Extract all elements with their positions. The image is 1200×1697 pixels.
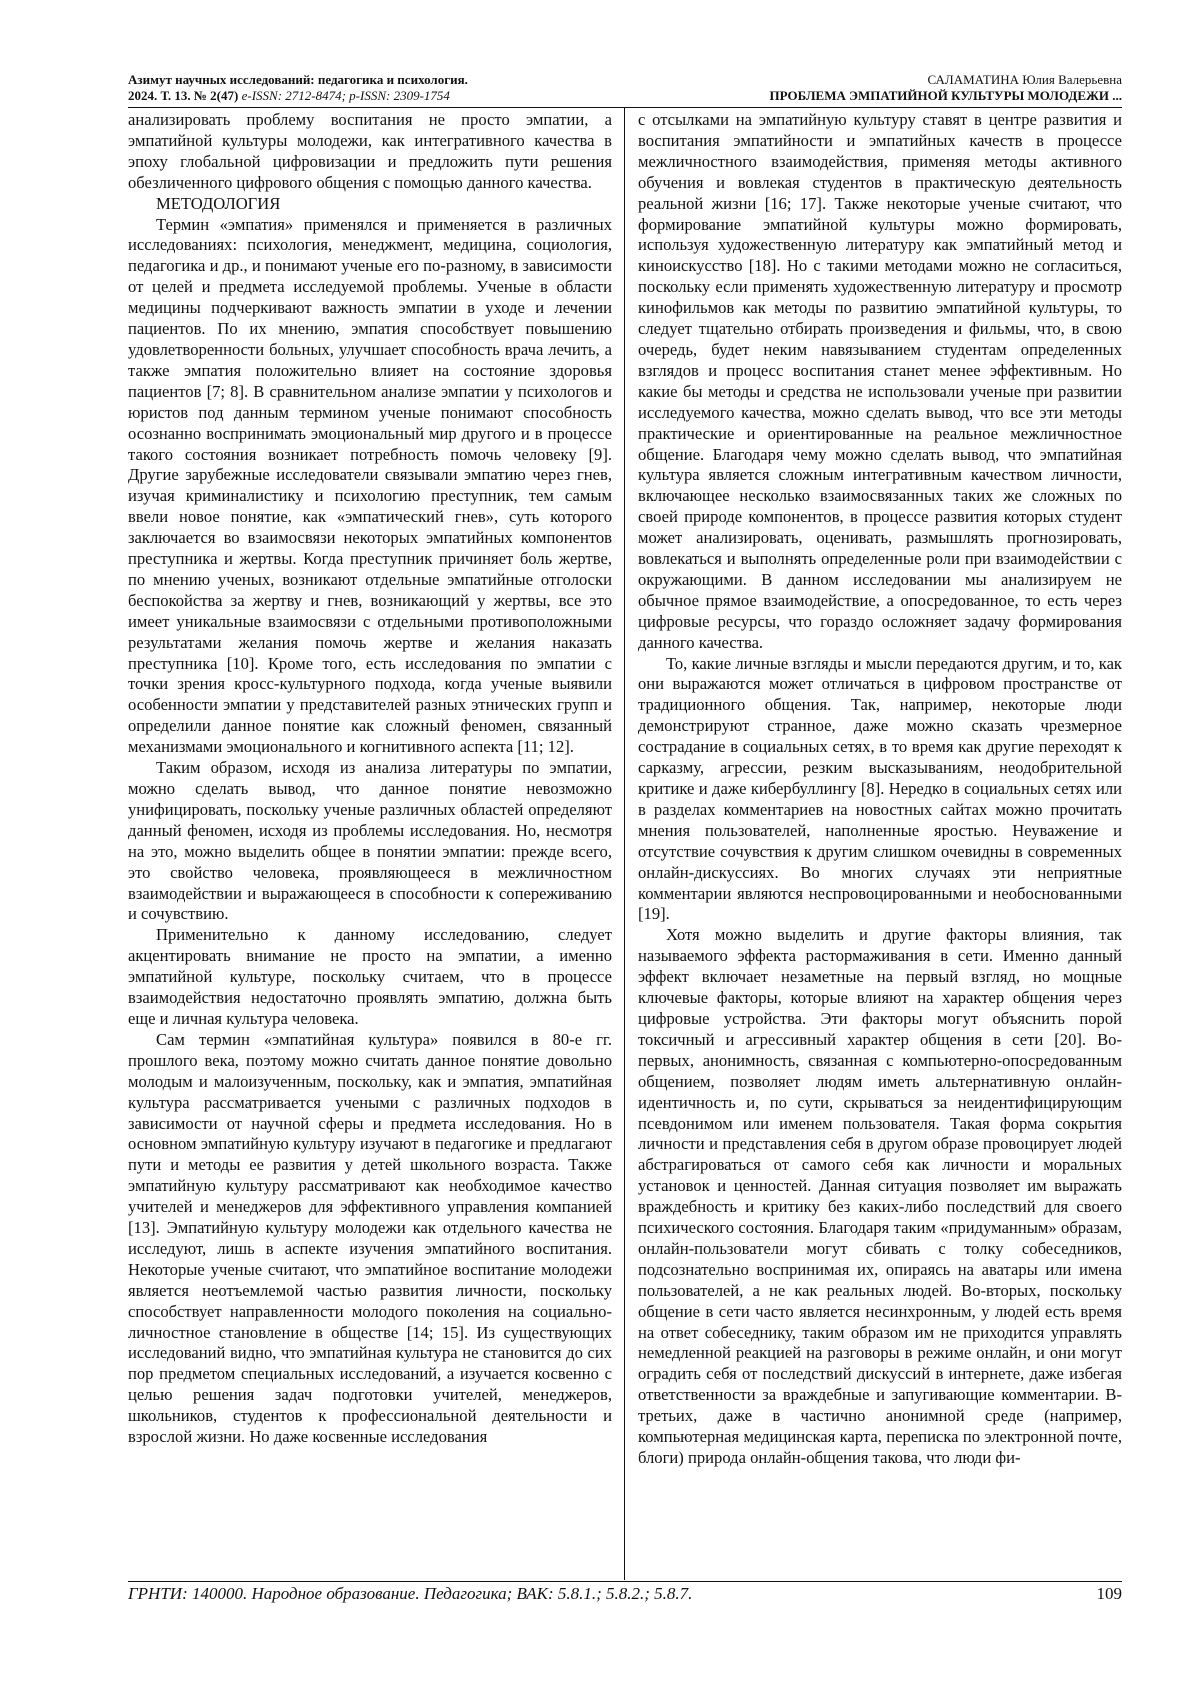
article-title: ПРОБЛЕМА ЭМПАТИЙНОЙ КУЛЬТУРЫ МОЛОДЕЖИ ... — [769, 88, 1122, 103]
right-column — [638, 110, 1122, 1469]
page-number: 109 — [1096, 1584, 1122, 1603]
page-footer — [128, 1584, 1122, 1608]
paragraph: анализировать проблему воспитания не просто эмпатии, а эмпатийной культуры молодежи, как интегративного качества в эпоху глобальной цифровизации и предложить пути решения обезличенного цифрового общения с помощью данного качества. — [128, 110, 612, 192]
left-column — [128, 110, 612, 1448]
header-rule — [128, 107, 1122, 108]
journal-volume: 2024. Т. 13. № 2(47) — [128, 88, 239, 103]
paragraph: с отсылками на эмпатийную культуру ставят в центре развития и воспитания эмпатийности и эмпатийных качеств в процессе межличностного взаимодействия, применяя методы активного обучения и вовлекая студентов в практическую деятельность реальной жизни [16; 17]. Также некоторые ученые считают, что формирование эмпатийной культуры можно формировать, используя художественную литературу как эмпатийный метод и киноискусство [18]. Но с такими методами можно не согласиться, поскольку если применять художественную литературу и просмотр кинофильмов как методы по развитию эмпатийной культуры, то следует тщательно отбирать произведения и фильмы, что, в свою очередь, будет неким навязыванием студентам определенных взглядов и процесс воспитания станет менее эффективным. Но какие бы методы и средства не использовали ученые при развитии исследуемого качества, можно сделать вывод, что все эти методы практические и ориентированные на реальное межличностное общение. Благодаря чему можно сделать вывод, что эмпатийная культура является сложным интегративным качеством личности, включающее несколько взаимосвязанных таких же сложных по своей природе компонентов, в процессе развития которых студент может анализировать, оценивать, размышлять прогнозировать, вовлекаться и выполнять определенные роли при взаимодействии с окружающими. В данном исследовании мы анализируем не обычное прямое взаимодействие, а опосредованное, то есть через цифровые ресурсы, что гораздо осложняет задачу формирования данного качества. — [638, 110, 1122, 652]
journal-name: Азимут научных исследований: педагогика и психология. — [128, 72, 468, 87]
author-name: САЛАМАТИНА Юлия Валерьевна — [927, 72, 1122, 87]
section-heading: МЕТОДОЛОГИЯ — [156, 193, 281, 213]
paragraph: Таким образом, исходя из анализа литературы по эмпатии, можно сделать вывод, что данное понятие невозможно унифицировать, поскольку ученые различных областей определяют данный феномен, исходя из проблемы исследования. Но, несмотря на это, можно выделить общее в понятии эмпатии: прежде всего, это свойство человека, проявляющееся в межличностном взаимодействии и выражающееся в способности к сопереживанию и сочувствию. — [128, 758, 612, 924]
column-divider — [624, 108, 625, 1580]
paragraph: Термин «эмпатия» применялся и применяется в различных исследованиях: психология, менеджмент, медицина, социология, педагогика и др., и понимают ученые его по-разному, в зависимости от целей и предмета исследуемой проблемы. Ученые в области медицины подчеркивают важность эмпатии в уходе и лечении пациентов. По их мнению, эмпатия способствует повышению удовлетворенности больных, улучшает способность врача лечить, а также эмпатия положительно влияет на состояние здоровья пациентов [7; 8]. В сравнительном анализе эмпатии у психологов и юристов под данным термином ученые понимают способность осознанно воспринимать эмоциональный мир другого и в процессе такого состояния возникает потребность помочь человеку [9]. Другие зарубежные исследователи связывали эмпатию через гнев, изучая криминалистику и психологию преступник, тем самым ввели новое понятие, как «эмпатический гнев», суть которого заключается во взаимосвязи некоторых эмпатийных компонентов преступника и жертвы. Когда преступник причиняет боль жертве, по мнению ученых, возникают отдельные эмпатийные отголоски беспокойства за жертву и гнев, возникающий у жертвы, все это имеет уникальные взаимосвязи с отдельными противоположными результатами желания помочь жертве и желания наказать преступника [10]. Кроме того, есть исследования по эмпатии с точки зрения кросс-культурного подхода, когда ученые выявили особенности эмпатии у представителей разных этнических групп и определили данное понятие как сложный феномен, связанный механизмами эмоционального и когнитивного аспекта [11; 12]. — [128, 214, 612, 757]
paragraph: Применительно к данному исследованию, следует акцентировать внимание не просто на эмпатии, а именно эмпатийной культуре, поскольку считаем, что в процессе взаимодействия недостаточно проявлять эмпатию, должна быть еще и личная культура человека. — [128, 925, 612, 1028]
footer-rule — [128, 1581, 1122, 1582]
article-info — [770, 72, 1122, 104]
classification-codes: ГРНТИ: 140000. Народное образование. Педагогика; ВАК: 5.8.1.; 5.8.2.; 5.8.7. — [128, 1584, 693, 1603]
journal-issn: e-ISSN: 2712-8474; p-ISSN: 2309-1754 — [241, 88, 450, 103]
paragraph: Сам термин «эмпатийная культура» появился в 80-е гг. прошлого века, поэтому можно считать данное понятие довольно молодым и малоизученным, поскольку, как и эмпатия, эмпатийная культура рассматривается учеными с различных подходов в зависимости от научной сферы и предмета исследования. Но в основном эмпатийную культуру изучают в педагогике и предлагают пути и методы ее развития у детей школьного возраста. Также эмпатийную культуру рассматривают как необходимое качество учителей и менеджеров для эффективного управления компанией [13]. Эмпатийную культуру молодежи как отдельного качества не исследуют, лишь в аспекте изучения эмпатийного воспитания. Некоторые ученые считают, что эмпатийное воспитание молодежи является неотъемлемой частью развития личности, поскольку способствует направленности молодого поколения на социально-личностное становление в обществе [14; 15]. Из существующих исследований видно, что эмпатийная культура не становится до сих пор предметом специальных исследований, а изучается косвенно с целью решения задач подготовки учителей, менеджеров, школьников, студентов к профессиональной деятельности и взрослой жизни. Но даже косвенные исследования — [128, 1029, 612, 1447]
paragraph: Хотя можно выделить и другие факторы влияния, так называемого эффекта растормаживания в сети. Именно данный эффект включает незаметные на первый взгляд, но мощные ключевые факторы, которые влияют на характер общения через цифровые устройства. Эти факторы могут объяснить порой токсичный и агрессивный характер общения в сети [20]. Во-первых, анонимность, связанная с компьютерно-опосредованным общением, позволяет людям иметь альтернативную онлайн-идентичность и, по сути, скрываться за неидентифицирующим псевдонимом или именем пользователя. Такая форма сокрытия личности и представления себя в другом образе провоцирует людей абстрагироваться от самого себя как личности и моральных установок и ценностей. Данная ситуация позволяет им выражать враждебность и критику без каких-либо последствий для своего психического состояния. Благодаря таким «придуманным» образам, онлайн-пользователи могут сбивать с толку собеседников, подсознательно воспринимая их, опираясь на аватары или имена пользователей, а не как реальных людей. Во-вторых, поскольку общение в сети часто является несинхронным, у людей есть время на ответ собеседнику, таким образом им не приходится управлять немедленной реакцией на разговоры в режиме онлайн, и они могут оградить себя от последствий дискуссий в интернете, даже избегая ответственности за враждебные и запугивающие комментарии. В-третьих, даже в частично анонимной среде (например, компьютерная медицинская карта, переписка по электронной почте, блоги) природа онлайн-общения такова, что люди фи- — [638, 925, 1122, 1467]
journal-info — [128, 72, 468, 104]
running-header — [128, 72, 1122, 106]
paragraph: То, какие личные взгляды и мысли передаются другим, и то, как они выражаются может отличаться в цифровом пространстве от традиционного общения. Так, например, некоторые люди демонстрируют странное, даже можно сказать чрезмерное сострадание в социальных сетях, в то время как другие переходят к сарказму, агрессии, резким высказываниям, неодобрительной критике и даже кибербуллингу [8]. Нередко в социальных сетях или в разделах комментариев на новостных сайтах можно прочитать мнения пользователей, наполненные яростью. Неуважение и отсутствие сочувствия к другим слишком очевидны в современных онлайн-дискуссиях. Во многих случаях эти неприятные комментарии являются неспровоцированными и необоснованными [19]. — [638, 653, 1122, 924]
